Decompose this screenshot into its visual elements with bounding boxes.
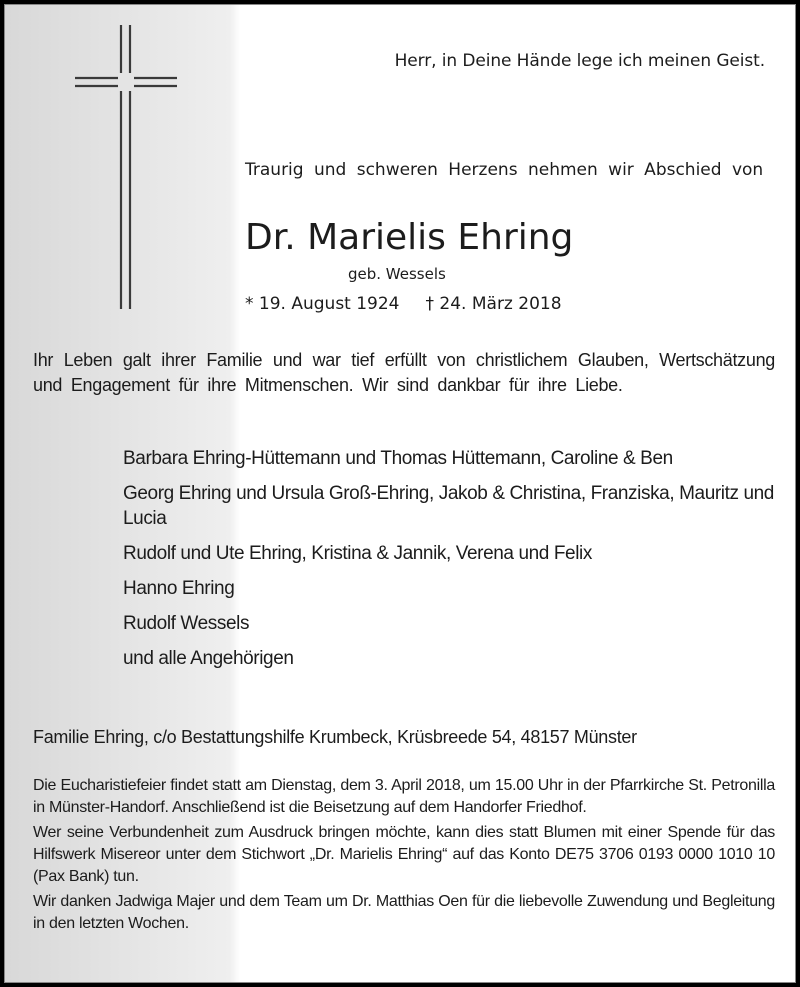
donation-note: Wer seine Verbundenheit zum Ausdruck bringen möchte, kann dies statt Blumen mit einer Spende für das Hilfswerk Misereor unter dem Stichwort „Dr. Marielis Ehring“ auf das Konto DE75 3706 0193 0000 1010 10 (Pax Bank) tun. [33, 824, 775, 885]
death-date: † 24. März 2018 [425, 294, 562, 314]
mourner-entry: Barbara Ehring-Hüttemann und Thomas Hüttemann, Caroline & Ben [123, 448, 673, 469]
cross-icon [5, 5, 245, 325]
life-dates [245, 294, 562, 314]
mourner-entry: Rudolf und Ute Ehring, Kristina & Jannik, Verena und Felix [123, 543, 592, 564]
mourner-entry: Georg Ehring und Ursula Groß-Ehring, Jakob & Christina, Franziska, Mauritz und Lucia [123, 483, 774, 529]
obituary-card [4, 4, 796, 983]
notes-section [33, 775, 775, 938]
motto-verse: Herr, in Deine Hände lege ich meinen Geist. [394, 51, 765, 71]
mourner-entry: und alle Angehörigen [123, 648, 294, 669]
tribute-paragraph: Ihr Leben galt ihrer Familie und war tief erfüllt von christlichem Glauben, Wertschätzung und Engagement für ihre Mitmenschen. Wir sind dankbar für ihre Liebe. [33, 350, 775, 395]
mourners-list [123, 446, 783, 681]
funeral-service-note: Die Eucharistiefeier findet statt am Dienstag, dem 3. April 2018, um 15.00 Uhr in der Pfarrkirche St. Petronilla in Münster-Handorf. Anschließend ist die Beisetzung auf dem Handorfer Friedhof. [33, 777, 775, 816]
thanks-note: Wir danken Jadwiga Majer und dem Team um Dr. Matthias Oen für die liebevolle Zuwendung und Begleitung in den letzten Wochen. [33, 893, 775, 932]
deceased-name: Dr. Marielis Ehring [245, 217, 574, 258]
intro-line: Traurig und schweren Herzens nehmen wir Abschied von [245, 160, 764, 180]
maiden-name: geb. Wessels [348, 265, 446, 283]
mourner-entry: Hanno Ehring [123, 578, 235, 599]
family-address: Familie Ehring, c/o Bestattungshilfe Krumbeck, Krüsbreede 54, 48157 Münster [33, 727, 637, 747]
mourner-entry: Rudolf Wessels [123, 613, 250, 634]
birth-date: * 19. August 1924 [245, 294, 400, 314]
